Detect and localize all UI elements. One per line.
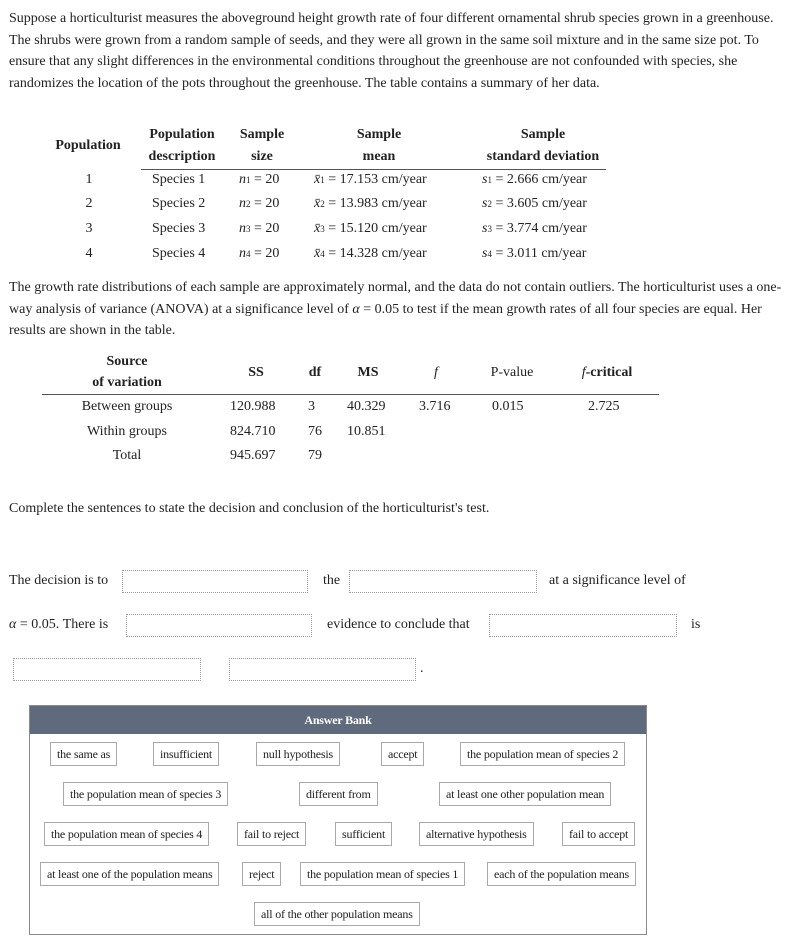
anova-header-source-line1: Source <box>106 354 148 369</box>
anova-ss: 945.697 <box>230 448 276 463</box>
fcrit-rest: -critical <box>585 365 633 380</box>
row-population: 1 <box>85 172 93 187</box>
sentence-part4-text: = 0.05. There is <box>16 617 109 632</box>
anova-df: 76 <box>308 424 322 439</box>
row-population: 2 <box>85 196 93 211</box>
sentence-part2: the <box>323 573 341 588</box>
answer-chip-the-population-mean-of-species-1[interactable]: the population mean of species 1 <box>300 862 465 886</box>
instruction-text: Complete the sentences to state the decision and conclusion of the horticulturist's test. <box>9 501 490 516</box>
row-population: 4 <box>85 246 93 261</box>
summary-header-rule <box>141 169 606 170</box>
intro-paragraph: Suppose a horticulturist measures the aboveground height growth rate of four different ornamental shrub species grown in a greenhouse. The shrubs were grown from a random sample of seeds, and they were all grown in the same soil mixture and in the same size pot. To ensure that any slight differences in the environmental conditions throughout the greenhouse are not confounded with species, she randomizes the location of the pots throughout the greenhouse. The table contains a summary of her data. <box>9 11 774 91</box>
answer-chip-null-hypothesis[interactable]: null hypothesis <box>256 742 340 766</box>
row-size: n4 = 20 <box>239 246 280 261</box>
anova-header-ms: MS <box>357 365 379 380</box>
anova-df: 3 <box>308 399 315 414</box>
row-mean: x̄4 = 14.328 cm/year <box>314 246 427 261</box>
middle-text-part2: = 0.05 to test if the mean growth rates of all four species are equal. Her results are shown in the table. <box>9 301 762 338</box>
sentence-alpha: α <box>9 617 17 632</box>
header-mean-line1: Sample <box>356 127 402 142</box>
row-description: Species 2 <box>152 196 206 211</box>
row-size: n1 = 20 <box>239 172 280 187</box>
header-sd-line2: standard deviation <box>486 149 600 164</box>
answer-chip-at-least-one-other-population-mean[interactable]: at least one other population mean <box>439 782 611 806</box>
anova-header-fcritical <box>570 362 644 383</box>
row-mean: x̄2 = 13.983 cm/year <box>314 196 427 211</box>
header-population: Population <box>55 138 121 153</box>
sentence-part4 <box>9 617 108 633</box>
fcrit-f: f <box>581 365 586 380</box>
answer-chip-sufficient[interactable]: sufficient <box>335 822 392 846</box>
anova-source: Total <box>112 448 142 463</box>
anova-source: Within groups <box>87 424 167 439</box>
anova-header-source-line2: of variation <box>92 375 162 390</box>
anova-source: Between groups <box>81 399 173 414</box>
answer-chip-reject[interactable]: reject <box>242 862 281 886</box>
answer-chip-all-of-the-other-population-means[interactable]: all of the other population means <box>254 902 420 926</box>
row-sd: s3 = 3.774 cm/year <box>482 221 587 236</box>
conclusion-object-blank[interactable] <box>229 658 416 681</box>
middle-text-part1: The growth rate distributions of each sample are approximately normal, and the data do not contain outliers. The horticulturist uses a one-way analysis of variance (ANOVA) at a significance level of <box>9 280 782 317</box>
comparison-blank[interactable] <box>13 658 201 681</box>
answer-chip-fail-to-accept[interactable]: fail to accept <box>562 822 635 846</box>
answer-chip-the-population-mean-of-species-2[interactable]: the population mean of species 2 <box>460 742 625 766</box>
row-mean: x̄3 = 15.120 cm/year <box>314 221 427 236</box>
header-description-line1: Population <box>149 127 215 142</box>
row-sd: s2 = 3.605 cm/year <box>482 196 587 211</box>
answer-chip-different-from[interactable]: different from <box>299 782 378 806</box>
answer-chip-the-same-as[interactable]: the same as <box>50 742 117 766</box>
anova-header-rule <box>42 394 659 395</box>
evidence-blank[interactable] <box>126 614 312 637</box>
row-population: 3 <box>85 221 93 236</box>
answer-chip-the-population-mean-of-species-3[interactable]: the population mean of species 3 <box>63 782 228 806</box>
anova-ms: 40.329 <box>347 399 386 414</box>
anova-ss: 120.988 <box>230 399 276 414</box>
sentence-period: . <box>420 661 424 676</box>
header-mean-line2: mean <box>362 149 396 164</box>
answer-chip-at-least-one-of-the-population-means[interactable]: at least one of the population means <box>40 862 219 886</box>
anova-header-pvalue: P-value <box>490 365 534 380</box>
row-description: Species 1 <box>152 172 206 187</box>
answer-chip-insufficient[interactable]: insufficient <box>153 742 219 766</box>
answer-chip-accept[interactable]: accept <box>381 742 424 766</box>
hypothesis-blank[interactable] <box>349 570 537 593</box>
anova-pvalue: 0.015 <box>492 399 524 414</box>
sentence-part6: is <box>691 617 701 632</box>
sentence-part3: at a significance level of <box>549 573 686 588</box>
row-description: Species 3 <box>152 221 206 236</box>
row-description: Species 4 <box>152 246 206 261</box>
conclusion-subject-blank[interactable] <box>489 614 677 637</box>
header-size-line2: size <box>251 149 273 164</box>
anova-f: 3.716 <box>419 399 451 414</box>
answer-chip-alternative-hypothesis[interactable]: alternative hypothesis <box>419 822 534 846</box>
anova-header-df: df <box>308 365 322 380</box>
answer-bank <box>29 705 647 935</box>
row-size: n2 = 20 <box>239 196 280 211</box>
header-sd-line1: Sample <box>520 127 566 142</box>
header-size-line1: Sample <box>239 127 285 142</box>
sentence-part5: evidence to conclude that <box>327 617 470 632</box>
row-size: n3 = 20 <box>239 221 280 236</box>
row-mean: x̄1 = 17.153 cm/year <box>314 172 427 187</box>
middle-paragraph <box>9 277 789 342</box>
alpha-symbol: α <box>352 301 360 317</box>
answer-chip-the-population-mean-of-species-4[interactable]: the population mean of species 4 <box>44 822 209 846</box>
anova-header-ss: SS <box>248 365 264 380</box>
answer-chip-each-of-the-population-means[interactable]: each of the population means <box>487 862 636 886</box>
sentence-part1: The decision is to <box>9 573 109 588</box>
answer-bank-title: Answer Bank <box>30 706 646 734</box>
anova-ss: 824.710 <box>230 424 276 439</box>
row-sd: s1 = 2.666 cm/year <box>482 172 587 187</box>
anova-header-f: f <box>434 365 438 380</box>
anova-df: 79 <box>308 448 322 463</box>
decision-blank[interactable] <box>122 570 308 593</box>
anova-fcritical: 2.725 <box>588 399 620 414</box>
header-description-line2: description <box>148 149 216 164</box>
answer-chip-fail-to-reject[interactable]: fail to reject <box>237 822 306 846</box>
anova-ms: 10.851 <box>347 424 386 439</box>
row-sd: s4 = 3.011 cm/year <box>482 246 587 261</box>
